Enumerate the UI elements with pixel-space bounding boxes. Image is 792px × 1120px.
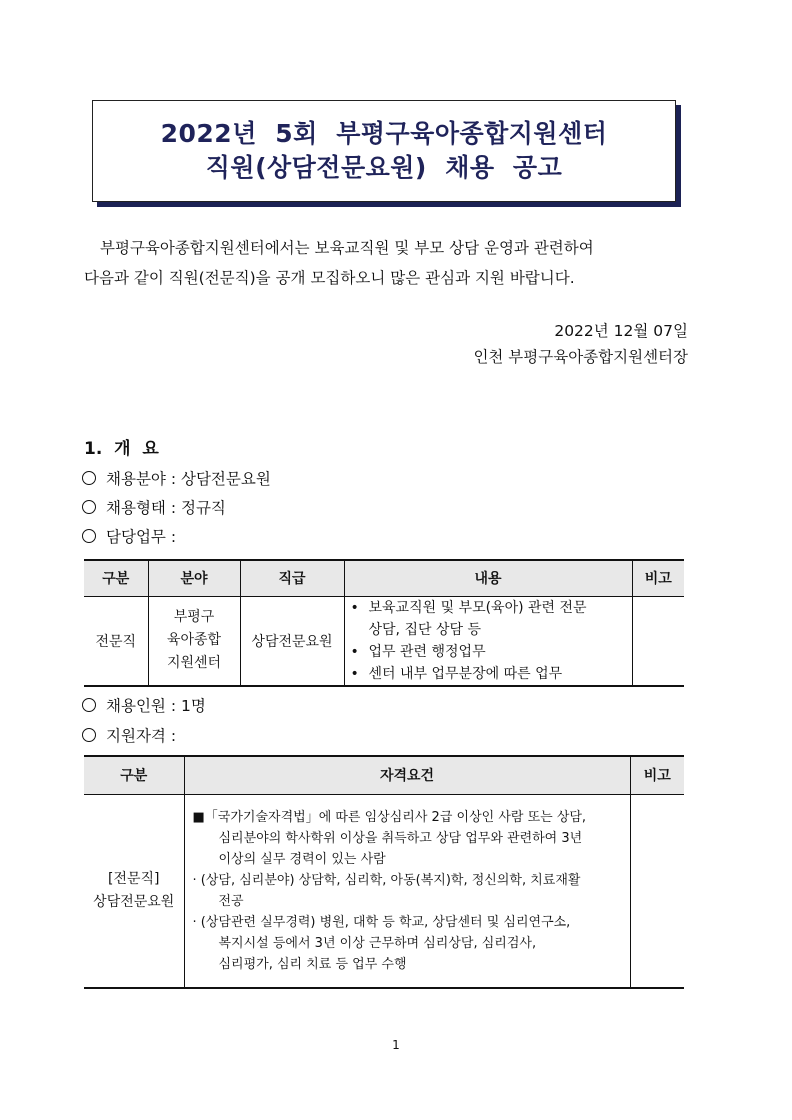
announcement-date: 2022년 12월 07일 <box>554 322 688 340</box>
duty-text: 상담, 집단 상담 등 <box>368 621 481 638</box>
title-line-1: 2022년 5회 부평구육아종합지원센터 <box>160 119 608 148</box>
duty-header-rank: 직급 <box>240 560 344 596</box>
qual-category <box>84 794 184 988</box>
bullet-icon: • <box>350 665 359 682</box>
list-item <box>351 597 626 641</box>
duty-header-note: 비고 <box>632 560 684 596</box>
headcount-item <box>82 694 206 716</box>
qual-line: 복지시설 등에서 3년 이상 근무하며 심리상담, 심리검사, <box>218 935 537 951</box>
list-item <box>351 663 626 685</box>
qual-line: 이상의 실무 경력이 있는 사람 <box>218 851 386 867</box>
circle-bullet-icon <box>82 698 96 712</box>
qual-category-line: [전문직] <box>108 870 160 887</box>
table-row <box>84 596 684 686</box>
intro-line-2: 다음과 같이 직원(전문직)을 공개 모집하오니 많은 관심과 지원 바랍니다. <box>84 269 575 287</box>
title-line-2: 직원(상담전문요원) 채용 공고 <box>205 153 563 182</box>
duty-table <box>84 559 684 687</box>
qual-line: 전공 <box>218 893 244 909</box>
qualification-item <box>82 724 176 746</box>
employment-type-text: 채용형태 : 정규직 <box>106 499 226 517</box>
circle-bullet-icon <box>82 471 96 485</box>
duty-field <box>148 596 240 686</box>
duties-label: 담당업무 : <box>106 528 177 546</box>
qual-line: ■「국가기술자격법」에 따른 임상심리사 2급 이상인 사람 또는 상담, <box>192 809 587 825</box>
qual-line: · (상담, 심리분야) 상담학, 심리학, 아동(복지)학, 정신의학, 치료재활 <box>192 872 581 888</box>
qual-note <box>630 794 684 988</box>
section-heading: 1. 개 요 <box>84 439 159 459</box>
page-number: 1 <box>392 1038 400 1052</box>
duty-field-line: 지원센터 <box>166 655 222 671</box>
qual-requirements <box>184 794 630 988</box>
duty-field-line: 육아종합 <box>166 632 222 648</box>
qual-header-note: 비고 <box>630 756 684 794</box>
qual-line: 심리분야의 학사학위 이상을 취득하고 상담 업무와 관련하여 3년 <box>218 830 583 846</box>
duty-text: 업무 관련 행정업무 <box>368 643 486 660</box>
bullet-icon: • <box>350 643 359 660</box>
circle-bullet-icon <box>82 500 96 514</box>
duty-header-category: 구분 <box>84 560 148 596</box>
duty-text: 보육교직원 및 부모(육아) 관련 전문 <box>368 599 587 616</box>
title-box <box>92 100 676 202</box>
qual-header-requirements: 자격요건 <box>184 756 630 794</box>
qualification-label: 지원자격 : <box>106 727 177 745</box>
qual-line: 심리평가, 심리 치료 등 업무 수행 <box>218 956 407 972</box>
duty-rank: 상담전문요원 <box>240 596 344 686</box>
bullet-icon: • <box>350 599 359 616</box>
table-row <box>84 794 684 988</box>
intro-line-1: 부평구육아종합지원센터에서는 보육교직원 및 부모 상담 운영과 관련하여 <box>100 239 594 257</box>
qual-line: · (상담관련 실무경력) 병원, 대학 등 학교, 상담센터 및 심리연구소, <box>192 914 571 930</box>
duty-header-field: 분야 <box>148 560 240 596</box>
field-text: 채용분야 : 상담전문요원 <box>106 470 271 488</box>
issuer: 인천 부평구육아종합지원센터장 <box>473 348 688 366</box>
duty-header-content: 내용 <box>344 560 632 596</box>
qualification-table <box>84 755 684 989</box>
field-item <box>82 467 271 489</box>
employment-type-item <box>82 496 226 518</box>
duty-field-line: 부평구 <box>173 609 215 625</box>
circle-bullet-icon <box>82 728 96 742</box>
duties-item <box>82 525 176 547</box>
qual-header-category: 구분 <box>84 756 184 794</box>
duty-category: 전문직 <box>84 596 148 686</box>
duty-note <box>632 596 684 686</box>
headcount-text: 채용인원 : 1명 <box>106 697 206 715</box>
circle-bullet-icon <box>82 529 96 543</box>
duty-text: 센터 내부 업무분장에 따른 업무 <box>368 665 563 682</box>
qual-category-line: 상담전문요원 <box>93 893 175 910</box>
duty-content <box>344 596 632 686</box>
list-item <box>351 641 626 663</box>
